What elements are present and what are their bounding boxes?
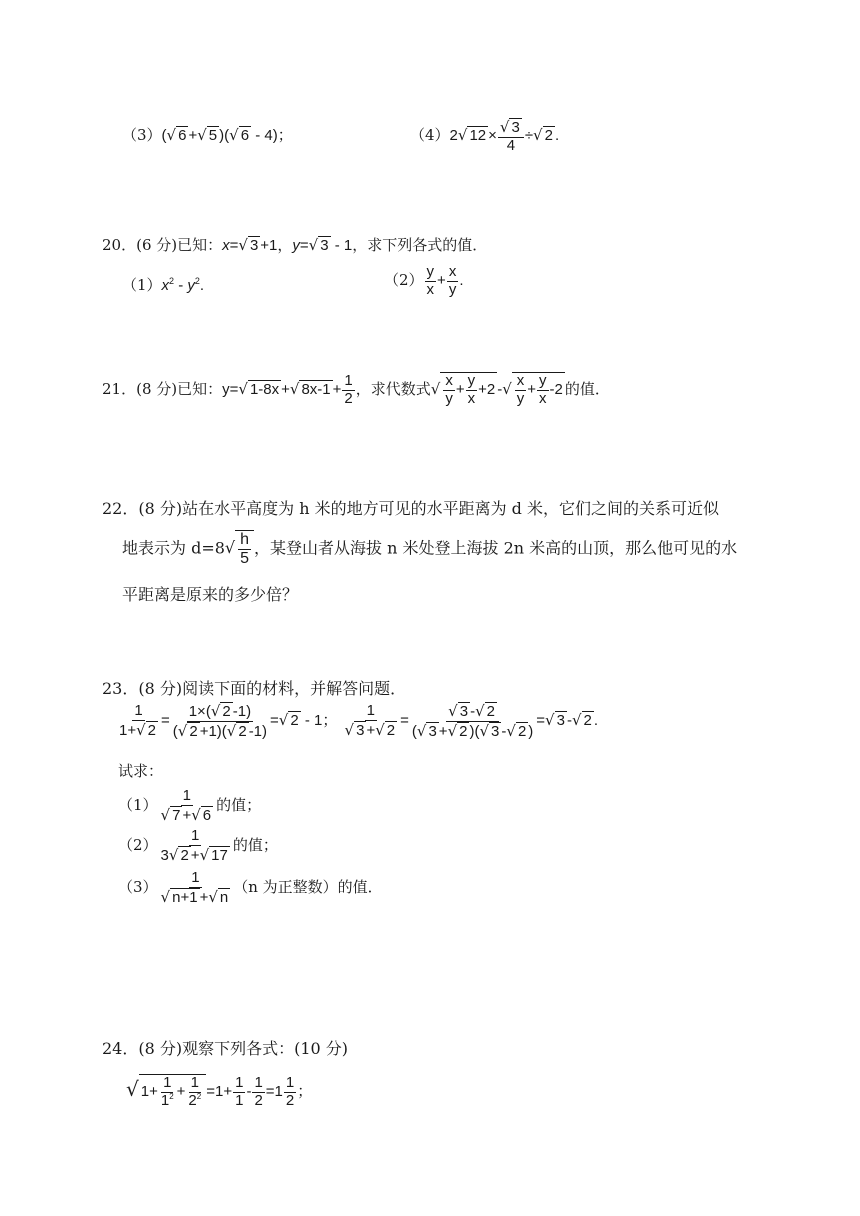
q24-example: √ 1+ $\frac{1}{1^2}$ + $\frac{1}{2^2}$ =1+ $\frac{1}{1}$ - $\frac{1}{2}$ =1 $\frac{1}{2}$ ； [126,1074,313,1109]
q19-part3 [122,124,293,145]
q23-part1-expr: $\frac{1}{√ 7 +√ 6}$ [160,787,212,824]
q19-part4-label: （4） [410,125,450,144]
q23-part2: （2） $\frac{1}{3√ 2 +√ 17}$ 的值； [118,827,278,864]
q20-x-def: x=√ 3 +1 [222,236,278,254]
q22-line1: 22．(8 分)站在水平高度为 h 米的地方可见的水平距离为 d 米，它们之间的关系可近似 [102,499,720,518]
q19-part4-expr: 2√ 12 × $\frac{√ 3}{4}$ ÷√ 2 . [449,118,560,154]
q23-part3-expr: $\frac{1}{√ n+1 +√ n}$ [160,869,229,906]
q21-y-def: y=√ 1-8x +√ 8x-1 + $\frac{1}{2}$ [222,372,353,407]
q20-header: 20．(6 分)已知：x=√ 3 +1，y=√ 3 - 1，求下列各式的值． [102,236,488,254]
q22-line3: 平距离是原来的多少倍？ [122,585,299,604]
q20-part2-expr: $\frac{y}{x}$ + $\frac{x}{y}$ . [426,263,464,298]
q23-part3: （3） $\frac{1}{√ n+1 +√ n}$ （n 为正整数）的值． [118,869,383,906]
q24-header: 24．(8 分)观察下列各式：(10 分) [102,1039,349,1058]
q21-expr: √ $\frac{x}{y}$ + $\frac{y}{x}$ +2 -√ $\frac{x}{y}$ + $\frac{y}{x}$ -2 [430,372,563,407]
q23-part1: （1） $\frac{1}{√ 7 +√ 6}$ 的值； [118,787,262,824]
q20-part2: （2） $\frac{y}{x}$ + $\frac{x}{y}$ . [384,263,464,298]
q23-material: $\frac{1}{1+√ 2}$ = $\frac{1\times(√ 2 -1)}{(√ 2 +1)(√ 2 -1)}$ =√ 2 - 1； $\frac{1}{√ 3 +√ 2}$ = $\frac{√ 3 -√ 2}{(√ 3 +√ 2 )(√ 3 -√ 2 )}$ =√ 3 -√ 2 . [119,702,599,740]
q23-header: 23．(8 分)阅读下面的材料，并解答问题． [102,679,407,698]
q20-part1-expr: $x^2 - y^2$. [161,276,205,294]
q23-ask: 试求： [118,762,164,780]
q19-part3-label: （3） [122,126,162,144]
q21-line: 21．(8 分)已知：y=√ 1-8x +√ 8x-1 + $\frac{1}{2}$ ，求代数式√ $\frac{x}{y}$ + $\frac{y}{x}$ +2 -√ $\frac{x}{y}$ + $\frac{y}{x}$ -2 的值． [102,372,610,407]
q20-y-def: y=√ 3 - 1 [292,236,353,254]
q22-sqrt-h-over-5: √ $\frac{h}{5}$ [225,540,254,557]
q20-part1: $(1)x^2 - y^2$. [122,276,205,294]
q19-part4 [410,118,559,154]
q23-part2-expr: $\frac{1}{3√ 2 +√ 17}$ [160,827,228,864]
q19-part3-expr: (√ 6 +√ 5 )(√ 6 - 4)； [161,126,293,144]
q22-line2: 地表示为 d=8√ $\frac{h}{5}$ ，某登山者从海拔 n 米处登上海拔 2n 米高的山顶，那么他可见的水 [122,531,738,567]
